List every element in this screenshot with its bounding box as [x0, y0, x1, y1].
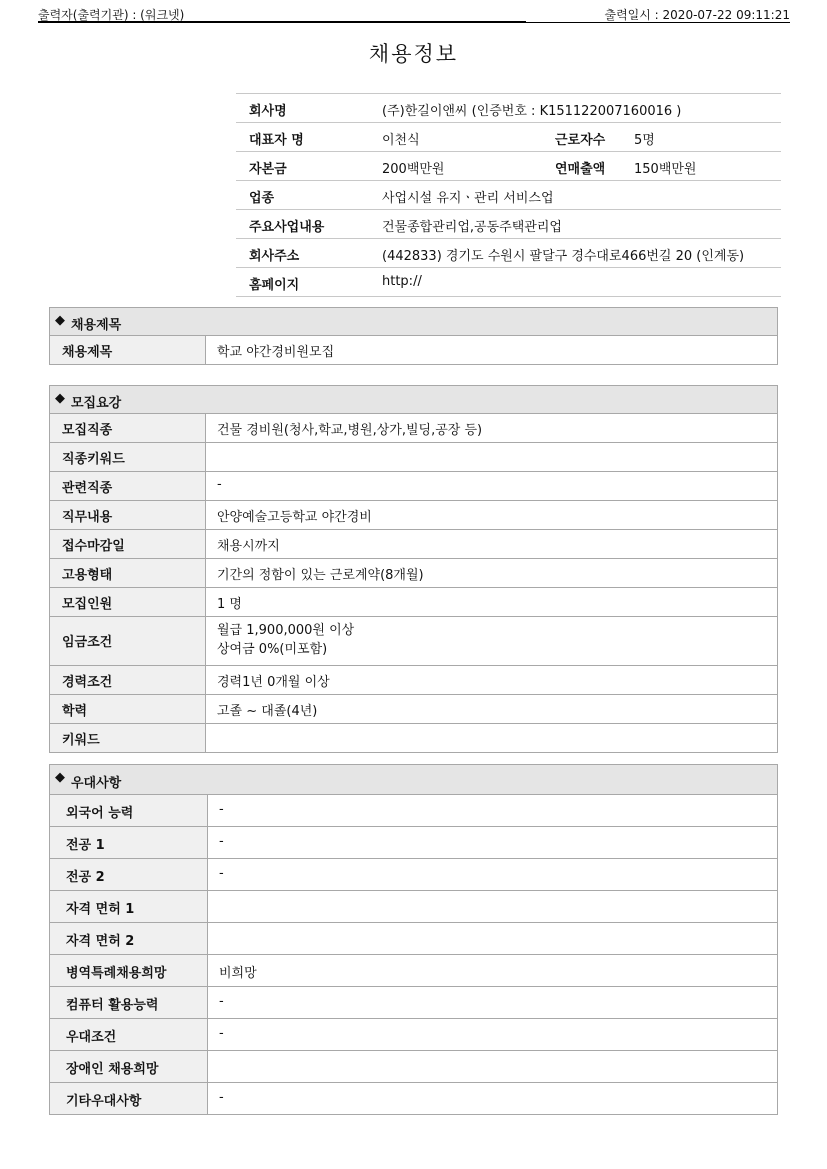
table-row: 모집직종 건물 경비원(청사,학교,병원,상가,빌딩,공장 등) [50, 414, 777, 443]
capital-label: 자본금 [249, 162, 287, 177]
section-job-title [49, 307, 778, 365]
address-label: 회사주소 [249, 249, 300, 264]
section-recruit [49, 385, 778, 753]
sales-label: 연매출액 [555, 162, 606, 177]
diamond-bullet-icon: ◆ [55, 313, 65, 328]
table-row: 자격 면허 2 [50, 923, 777, 955]
section-preferences [49, 764, 778, 1115]
company-info [236, 93, 781, 297]
diamond-bullet-icon: ◆ [55, 770, 65, 785]
table-row: 외국어 능력 - [50, 795, 777, 827]
company-name-row [236, 93, 781, 123]
table-row: 고용형태 기간의 정함이 있는 근로계약(8개월) [50, 559, 777, 588]
table-row: 전공 1 - [50, 827, 777, 859]
table-row: 컴퓨터 활용능력 - [50, 987, 777, 1019]
section-heading: ◆ 모집요강 [50, 386, 777, 414]
print-time: 출력일시 : 2020-07-22 09:11:21 [604, 8, 790, 22]
capital-value: 200백만원 [382, 162, 445, 177]
table-row: 장애인 채용희망 [50, 1051, 777, 1083]
company-capital-row [236, 152, 781, 181]
page-title: 채용정보 [368, 42, 459, 66]
sales-value: 150백만원 [634, 162, 697, 177]
table-row: 자격 면허 1 [50, 891, 777, 923]
workers-label: 근로자수 [555, 133, 606, 148]
table-row: 모집인원 1 명 [50, 588, 777, 617]
table-row: 키워드 [50, 724, 777, 752]
table-row: 직무내용 안양예술고등학교 야간경비 [50, 501, 777, 530]
workers-value: 5명 [634, 133, 655, 148]
table-row: 채용제목 학교 야간경비원모집 [50, 336, 777, 364]
company-name-label: 회사명 [249, 104, 287, 119]
table-row: 병역특례채용희망 비희망 [50, 955, 777, 987]
table-row: 임금조건 월급 1,900,000원 이상 상여금 0%(미포함) [50, 617, 777, 666]
print-user: 출력자(출력기관) : (워크넷) [38, 8, 185, 22]
table-row: 학력 고졸 ~ 대졸(4년) [50, 695, 777, 724]
business-label: 주요사업내용 [249, 220, 325, 235]
homepage-link[interactable]: http:// [382, 274, 422, 289]
diamond-bullet-icon: ◆ [55, 391, 65, 406]
company-address-row [236, 239, 781, 268]
company-ceo-row [236, 123, 781, 152]
table-row: 기타우대사항 - [50, 1083, 777, 1114]
ceo-label: 대표자 명 [249, 133, 304, 148]
section-heading: ◆ 채용제목 [50, 308, 777, 336]
company-homepage-row [236, 268, 781, 297]
section-heading: ◆ 우대사항 [50, 765, 777, 795]
industry-label: 업종 [249, 191, 275, 206]
industry-value: 사업시설 유지ㆍ관리 서비스업 [382, 191, 554, 206]
company-industry-row [236, 181, 781, 210]
homepage-label: 홈페이지 [249, 278, 300, 293]
bonus-value: 상여금 0%(미포함) [217, 642, 328, 657]
table-row: 경력조건 경력1년 0개월 이상 [50, 666, 777, 695]
header-divider [38, 22, 790, 23]
company-business-row [236, 210, 781, 239]
address-value: (442833) 경기도 수원시 팔달구 경수대로466번길 20 (인계동) [382, 249, 745, 264]
table-row: 우대조건 - [50, 1019, 777, 1051]
table-row: 전공 2 - [50, 859, 777, 891]
wage-value: 월급 1,900,000원 이상 [217, 623, 355, 638]
table-row: 직종키워드 [50, 443, 777, 472]
business-value: 건물종합관리업,공동주택관리업 [382, 220, 562, 235]
table-row: 관련직종 - [50, 472, 777, 501]
company-name-value: (주)한길이앤씨 (인증번호 : K151122007160016 ) [382, 104, 682, 119]
ceo-value: 이천식 [382, 133, 420, 148]
table-row: 접수마감일 채용시까지 [50, 530, 777, 559]
